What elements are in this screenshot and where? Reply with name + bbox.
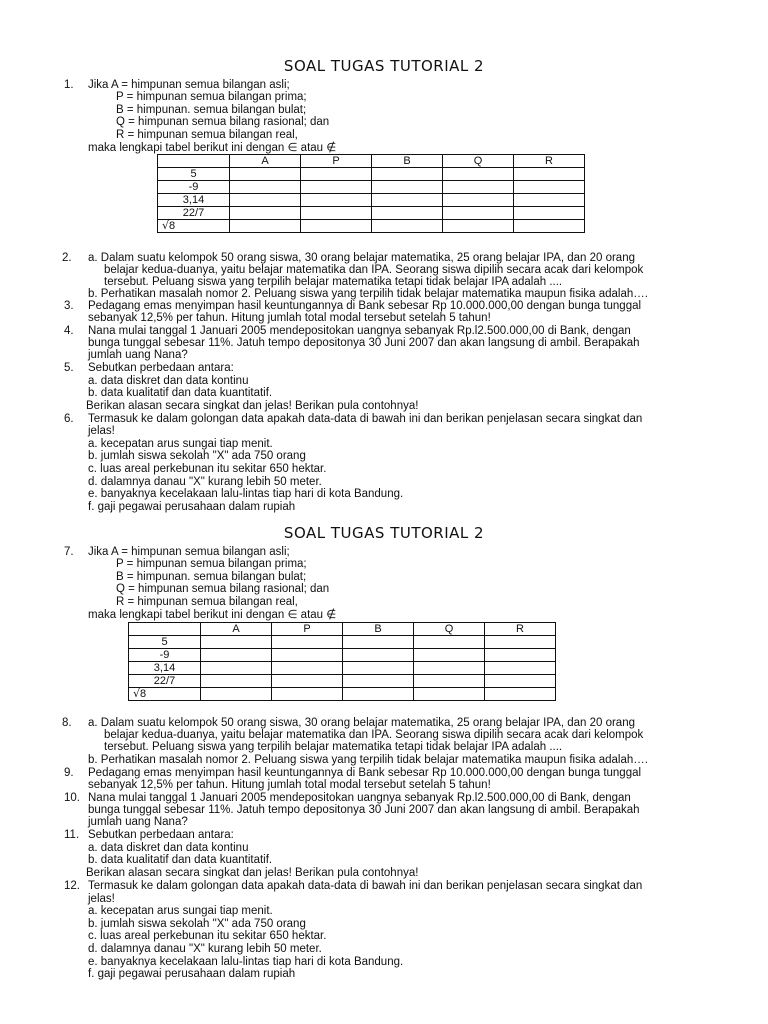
table-corner-cell	[129, 623, 201, 636]
question-number: 8.	[62, 717, 72, 729]
answer-cell[interactable]	[372, 207, 443, 220]
answer-cell[interactable]	[443, 207, 514, 220]
table-header: B	[372, 155, 443, 168]
table-header: A	[230, 155, 301, 168]
table-header: Q	[443, 155, 514, 168]
answer-cell[interactable]	[443, 220, 514, 233]
row-label: -9	[129, 649, 201, 662]
set-def-p: P = himpunan semua bilangan prima;	[116, 558, 307, 570]
answer-cell[interactable]	[443, 181, 514, 194]
table-row	[129, 688, 556, 701]
question-text: Berikan alasan secara singkat dan jelas! Berikan pula contohnya!	[86, 400, 419, 412]
set-def-b: B = himpunan. semua bilangan bulat;	[116, 104, 307, 116]
answer-cell[interactable]	[514, 168, 585, 181]
question-text: belajar kedua-duanya, yaitu belajar matematika dan IPA. Seorang siswa dipilih secara acak dari kelompok	[104, 729, 644, 741]
set-def-q: Q = himpunan semua bilang rasional; dan	[116, 116, 330, 128]
answer-cell[interactable]	[372, 181, 443, 194]
set-def-b: B = himpunan. semua bilangan bulat;	[116, 571, 307, 583]
table-header: P	[301, 155, 372, 168]
answer-cell[interactable]	[414, 688, 485, 701]
answer-cell[interactable]	[485, 688, 556, 701]
membership-table	[128, 622, 556, 701]
answer-cell[interactable]	[301, 194, 372, 207]
question-text: b. data kualitatif dan data kuantitatif.	[88, 387, 273, 399]
answer-cell[interactable]	[230, 181, 301, 194]
question-text: tersebut. Peluang siswa yang terpilih belajar matematika tetapi tidak belajar IPA adalah ....	[104, 741, 563, 753]
row-label: 22/7	[158, 207, 230, 220]
set-def-r: R = himpunan semua bilangan real,	[116, 129, 298, 141]
answer-cell[interactable]	[272, 649, 343, 662]
table-header: B	[343, 623, 414, 636]
page-title: SOAL TUGAS TUTORIAL 2	[283, 57, 485, 75]
question-text: bunga tunggal sebesar 11%. Jatuh tempo depositonya 30 Juni 2007 dan akan langsung di ambil. Berapakah	[88, 804, 640, 816]
answer-cell[interactable]	[301, 220, 372, 233]
question-text: belajar kedua-duanya, yaitu belajar matematika dan IPA. Seorang siswa dipilih secara acak dari kelompok	[104, 264, 644, 276]
question-number: 10.	[64, 792, 80, 804]
answer-cell[interactable]	[272, 675, 343, 688]
set-def-a: Jika A = himpunan semua bilangan asli;	[88, 546, 290, 558]
table-row	[158, 181, 585, 194]
question-text: Termasuk ke dalam golongan data apakah data-data di bawah ini dan berikan penjelasan secara singkat dan	[88, 413, 643, 425]
table-row	[158, 220, 585, 233]
answer-cell[interactable]	[343, 688, 414, 701]
answer-cell[interactable]	[514, 220, 585, 233]
answer-cell[interactable]	[372, 194, 443, 207]
question-text: jumlah uang Nana?	[88, 349, 188, 361]
answer-cell[interactable]	[201, 675, 272, 688]
row-label-sqrt	[129, 688, 201, 701]
answer-cell[interactable]	[414, 675, 485, 688]
table-intro: maka lengkapi tabel berikut ini dengan ∈ atau ∉	[88, 609, 337, 621]
list-item: d. dalamnya danau "X" kurang lebih 50 meter.	[88, 476, 322, 488]
question-number: 6.	[64, 413, 74, 425]
question-number: 4.	[64, 325, 74, 337]
sqrt-radicand: 8	[140, 688, 147, 700]
answer-cell[interactable]	[301, 168, 372, 181]
answer-cell[interactable]	[201, 688, 272, 701]
table-corner-cell	[158, 155, 230, 168]
question-text: Termasuk ke dalam golongan data apakah data-data di bawah ini dan berikan penjelasan secara singkat dan	[88, 880, 643, 892]
table-row	[129, 636, 556, 649]
table-intro: maka lengkapi tabel berikut ini dengan ∈ atau ∉	[88, 142, 337, 154]
question-text: Berikan alasan secara singkat dan jelas! Berikan pula contohnya!	[86, 867, 419, 879]
question-number: 5.	[64, 362, 74, 374]
list-item: e. banyaknya kecelakaan lalu-lintas tiap hari di kota Bandung.	[88, 956, 404, 968]
answer-cell[interactable]	[201, 649, 272, 662]
question-text: Nana mulai tanggal 1 Januari 2005 mendepositokan uangnya sebanyak Rp.l2.500.000,00 di Bank, dengan	[88, 325, 631, 337]
question-number: 9.	[64, 767, 74, 779]
answer-cell[interactable]	[343, 675, 414, 688]
question-text: Pedagang emas menyimpan hasil keuntungannya di Bank sebesar Rp 10.000.000,00 dengan bunga tunggal	[88, 300, 642, 312]
membership-table	[157, 154, 585, 233]
answer-cell[interactable]	[301, 181, 372, 194]
answer-cell[interactable]	[485, 662, 556, 675]
answer-cell[interactable]	[230, 168, 301, 181]
question-text: sebanyak 12,5% per tahun. Hitung jumlah total modal tersebut setelah 5 tahun!	[88, 779, 491, 791]
answer-cell[interactable]	[443, 194, 514, 207]
answer-cell[interactable]	[485, 675, 556, 688]
sqrt-sign: √	[162, 219, 170, 232]
answer-cell[interactable]	[343, 662, 414, 675]
list-item: c. luas areal perkebunan itu sekitar 650 hektar.	[88, 463, 327, 475]
table-row	[158, 207, 585, 220]
question-text: Sebutkan perbedaan antara:	[88, 362, 234, 374]
answer-cell[interactable]	[485, 649, 556, 662]
answer-cell[interactable]	[230, 194, 301, 207]
row-label: 3,14	[158, 194, 230, 207]
question-number: 2.	[62, 252, 72, 264]
answer-cell[interactable]	[272, 662, 343, 675]
question-number: 7.	[64, 546, 74, 558]
answer-cell[interactable]	[372, 220, 443, 233]
list-item: f. gaji pegawai perusahaan dalam rupiah	[88, 968, 296, 980]
question-number: 3.	[64, 300, 74, 312]
question-text: b. Perhatikan masalah nomor 2. Peluang siswa yang terpilih tidak belajar matematika maupun fisika adalah….	[88, 288, 648, 300]
question-number: 1.	[64, 79, 74, 91]
list-item: b. jumlah siswa sekolah "X" ada 750 orang	[88, 450, 306, 462]
table-row	[129, 649, 556, 662]
question-text: sebanyak 12,5% per tahun. Hitung jumlah total modal tersebut setelah 5 tahun!	[88, 312, 491, 324]
table-header-row	[129, 623, 556, 636]
question-text: Nana mulai tanggal 1 Januari 2005 mendepositokan uangnya sebanyak Rp.l2.500.000,00 di Bank, dengan	[88, 792, 631, 804]
answer-cell[interactable]	[443, 168, 514, 181]
answer-cell[interactable]	[414, 649, 485, 662]
answer-cell[interactable]	[514, 181, 585, 194]
answer-cell[interactable]	[230, 220, 301, 233]
list-item: c. luas areal perkebunan itu sekitar 650 hektar.	[88, 930, 327, 942]
row-label: 3,14	[129, 662, 201, 675]
set-def-q: Q = himpunan semua bilang rasional; dan	[116, 583, 330, 595]
question-text: b. Perhatikan masalah nomor 2. Peluang siswa yang terpilih tidak belajar matematika maupun fisika adalah….	[88, 754, 648, 766]
question-text: jelas!	[88, 425, 115, 437]
row-label: 5	[158, 168, 230, 181]
table-header: R	[514, 155, 585, 168]
answer-cell[interactable]	[514, 207, 585, 220]
question-text: tersebut. Peluang siswa yang terpilih belajar matematika tetapi tidak belajar IPA adalah ....	[104, 276, 563, 288]
answer-cell[interactable]	[372, 168, 443, 181]
row-label: 5	[129, 636, 201, 649]
answer-cell[interactable]	[343, 649, 414, 662]
question-number: 11.	[64, 829, 80, 841]
answer-cell[interactable]	[201, 636, 272, 649]
question-text: jelas!	[88, 893, 115, 905]
question-text: a. data diskret dan data kontinu	[88, 842, 249, 854]
table-header: R	[485, 623, 556, 636]
table-row	[158, 168, 585, 181]
answer-cell[interactable]	[514, 194, 585, 207]
answer-cell[interactable]	[485, 636, 556, 649]
list-item: a. kecepatan arus sungai tiap menit.	[88, 905, 273, 917]
answer-cell[interactable]	[301, 207, 372, 220]
table-row	[129, 675, 556, 688]
list-item: e. banyaknya kecelakaan lalu-lintas tiap hari di kota Bandung.	[88, 488, 404, 500]
question-text: Sebutkan perbedaan antara:	[88, 829, 234, 841]
question-text: a. Dalam suatu kelompok 50 orang siswa, 30 orang belajar matematika, 25 orang belajar IPA, dan 20 orang	[88, 717, 635, 729]
row-label: -9	[158, 181, 230, 194]
table-header: P	[272, 623, 343, 636]
set-def-r: R = himpunan semua bilangan real,	[116, 596, 298, 608]
question-text: a. Dalam suatu kelompok 50 orang siswa, 30 orang belajar matematika, 25 orang belajar IPA, dan 20 orang	[88, 252, 635, 264]
answer-cell[interactable]	[272, 688, 343, 701]
question-text: a. data diskret dan data kontinu	[88, 375, 249, 387]
row-label-sqrt	[158, 220, 230, 233]
answer-cell[interactable]	[230, 207, 301, 220]
set-def-a: Jika A = himpunan semua bilangan asli;	[88, 79, 290, 91]
table-row	[129, 662, 556, 675]
answer-cell[interactable]	[414, 636, 485, 649]
question-text: bunga tunggal sebesar 11%. Jatuh tempo depositonya 30 Juni 2007 dan akan langsung di ambil. Berapakah	[88, 337, 640, 349]
question-text: jumlah uang Nana?	[88, 816, 188, 828]
list-item: d. dalamnya danau "X" kurang lebih 50 meter.	[88, 943, 322, 955]
list-item: f. gaji pegawai perusahaan dalam rupiah	[88, 501, 296, 513]
question-text: b. data kualitatif dan data kuantitatif.	[88, 854, 273, 866]
page-title: SOAL TUGAS TUTORIAL 2	[283, 524, 485, 542]
list-item: a. kecepatan arus sungai tiap menit.	[88, 438, 273, 450]
answer-cell[interactable]	[343, 636, 414, 649]
table-row	[158, 194, 585, 207]
table-header-row	[158, 155, 585, 168]
sqrt-radicand: 8	[169, 220, 176, 232]
table-header: A	[201, 623, 272, 636]
answer-cell[interactable]	[414, 662, 485, 675]
answer-cell[interactable]	[201, 662, 272, 675]
sqrt-sign: √	[133, 687, 141, 700]
question-text: Pedagang emas menyimpan hasil keuntungannya di Bank sebesar Rp 10.000.000,00 dengan bunga tunggal	[88, 767, 642, 779]
list-item: b. jumlah siswa sekolah "X" ada 750 orang	[88, 918, 306, 930]
row-label: 22/7	[129, 675, 201, 688]
question-number: 12.	[64, 880, 80, 892]
answer-cell[interactable]	[272, 636, 343, 649]
table-header: Q	[414, 623, 485, 636]
set-def-p: P = himpunan semua bilangan prima;	[116, 91, 307, 103]
